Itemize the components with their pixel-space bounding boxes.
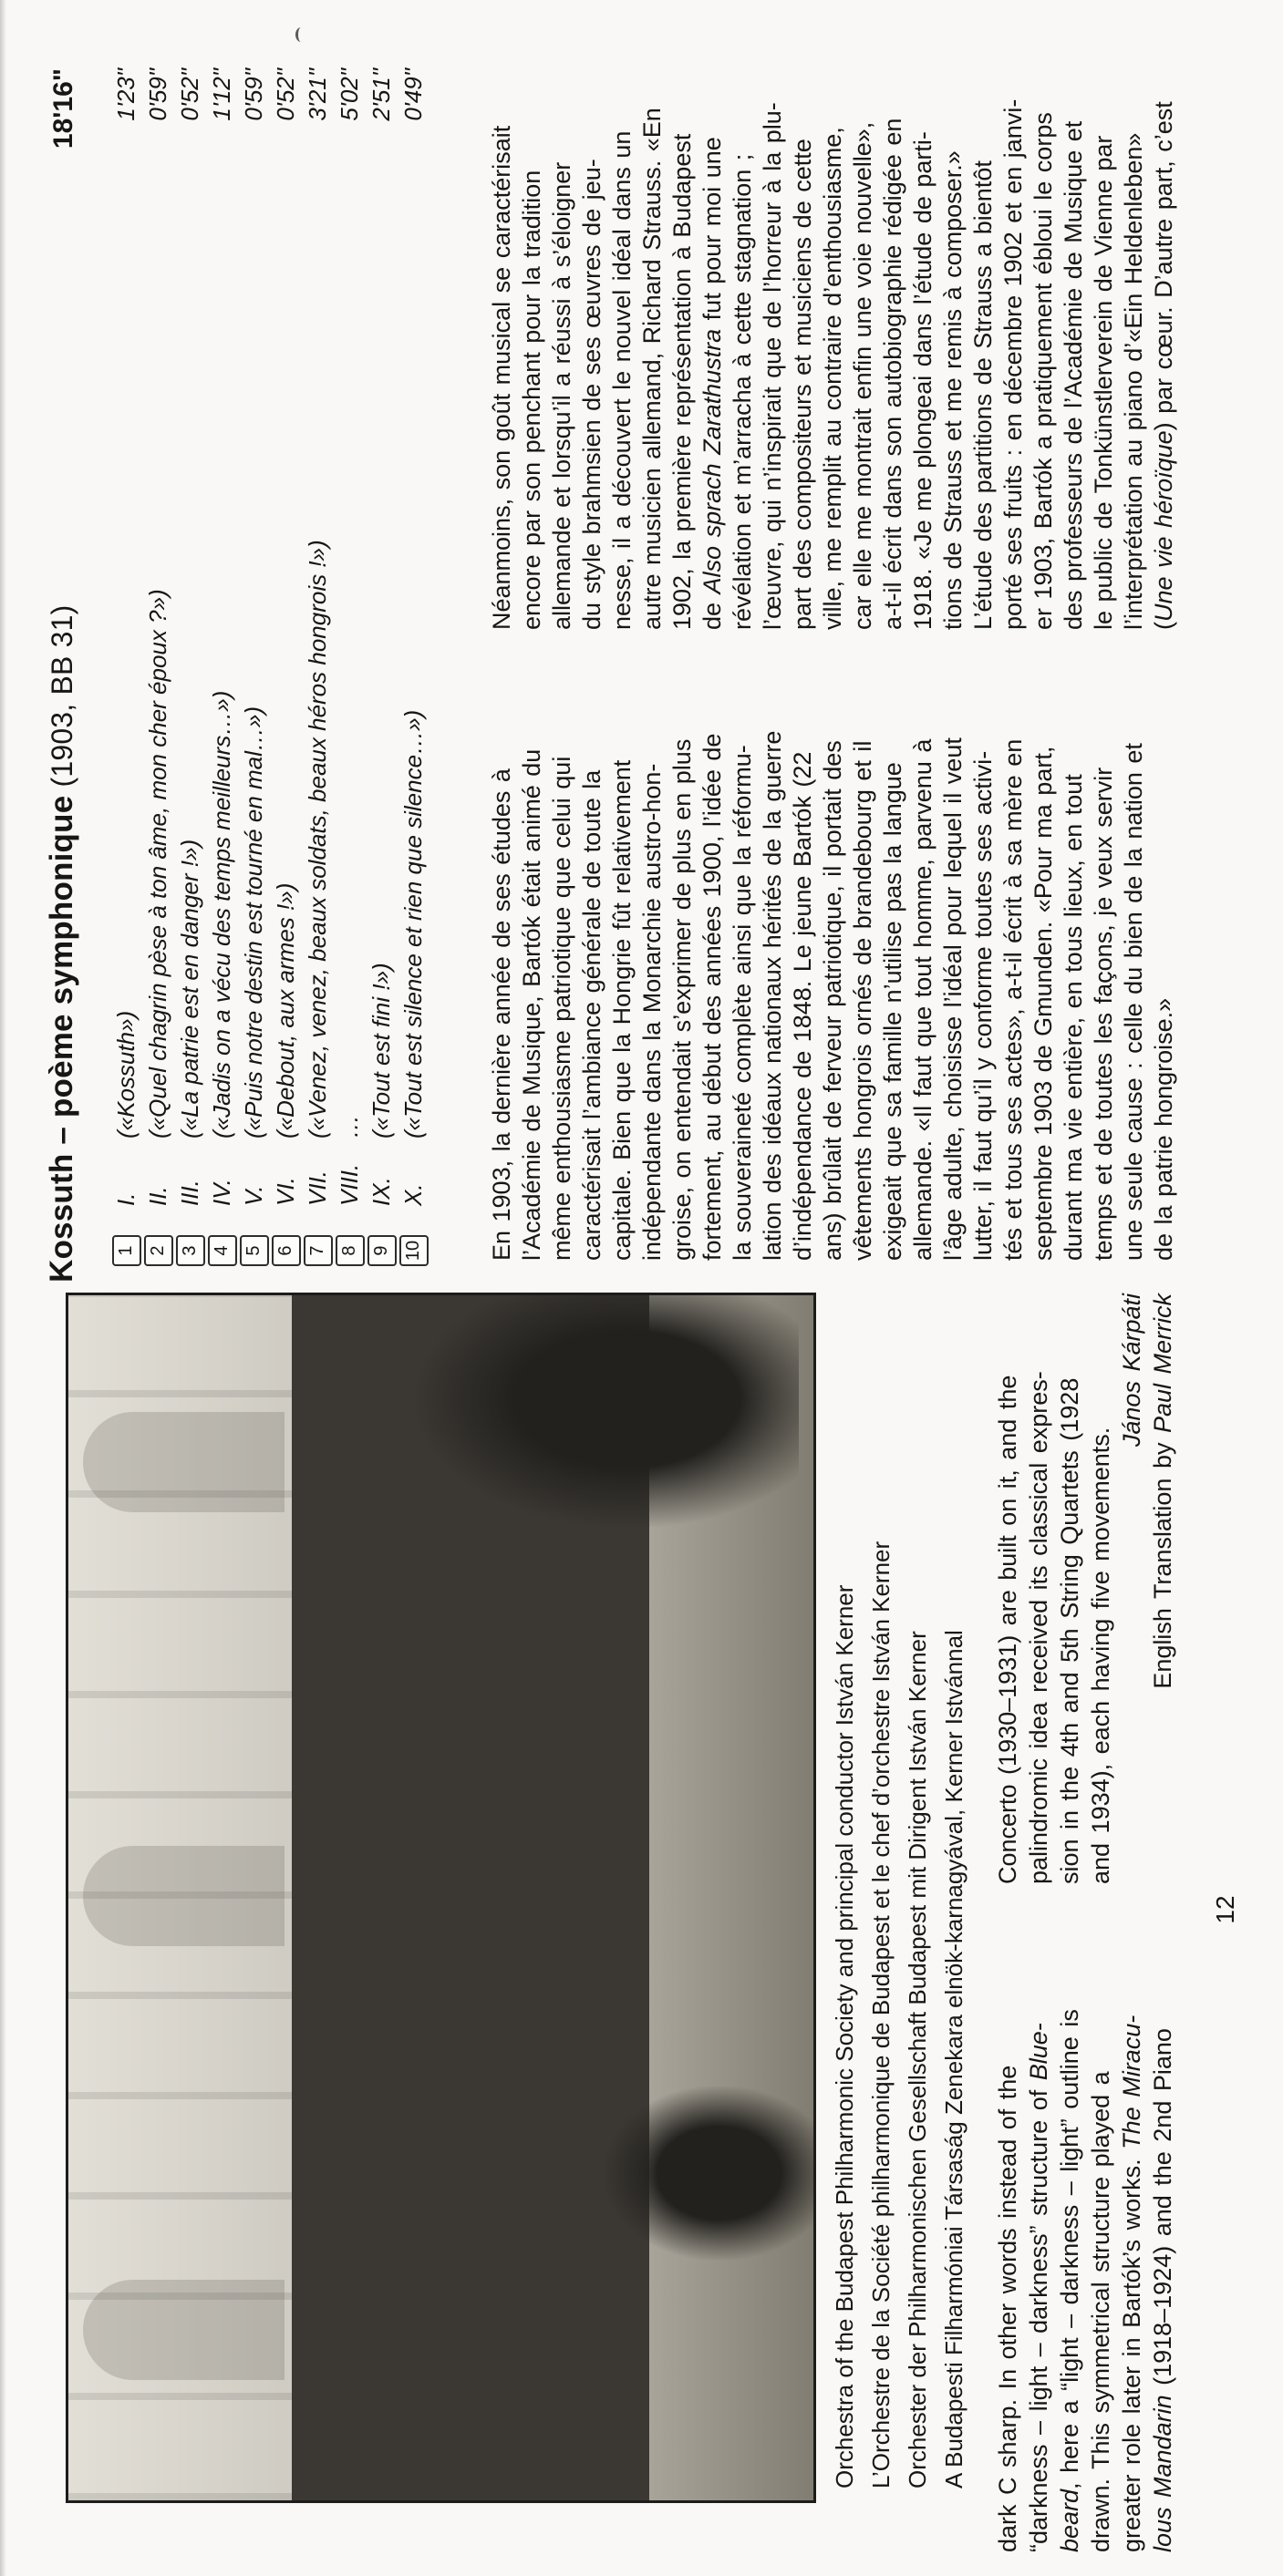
- text: des professeurs de l’Académie de Musique et: [1060, 120, 1087, 630]
- total-duration: 18'16": [48, 68, 78, 149]
- text-line: [1116, 1914, 1147, 2552]
- text: porté ses fruits : en décembre 1902 et en janvi-: [999, 98, 1027, 630]
- text: tés et tous ses actes», a-t-il écrit à sa mère en: [999, 738, 1027, 1261]
- track-numeral: II.: [144, 1186, 171, 1206]
- text-line: [728, 643, 758, 1261]
- text: palindromic idea received its classical expres-: [1025, 1371, 1052, 1884]
- track-numeral: VIII.: [336, 1163, 363, 1206]
- track-title: («Jadis on a vécu des temps meilleurs…»): [208, 690, 235, 1139]
- track-numeral: IV.: [208, 1179, 235, 1206]
- text: tions de Strauss et me remis à composer.»: [939, 150, 967, 630]
- text: nesse, il a découvert le nouvel idéal dans un: [608, 130, 636, 630]
- text: d’indépendance de 1848. Le jeune Bartók (22: [789, 751, 816, 1261]
- text-line: [1029, 28, 1059, 630]
- text-line: [908, 643, 938, 1261]
- text: (: [1150, 622, 1177, 630]
- text: le public de Tonkünstlerverein de Vienne par: [1090, 135, 1117, 630]
- photo-plant: [416, 1293, 799, 1527]
- text: caractérisait l’ambiance générale de toute la: [578, 769, 605, 1261]
- text: lation des idéaux nationaux hérités de la guerre: [759, 730, 786, 1261]
- text: lutter, il faut qu’il y conforme toutes ses activi-: [969, 750, 997, 1261]
- track-title: («Venez, venez, beaux soldats, beaux héros hongrois !»): [304, 540, 331, 1139]
- text-line: [1089, 28, 1119, 630]
- text: du style brahmsien de ses œuvres de jeu-: [578, 159, 605, 630]
- track-numeral: X.: [399, 1183, 427, 1206]
- text-line: [878, 28, 908, 630]
- text-line: [1023, 1914, 1054, 2552]
- italic-text: Une vie héroïque: [1150, 430, 1177, 622]
- text: ) par cœur. D’autre part, c’est: [1150, 101, 1177, 431]
- text-line: [788, 643, 818, 1261]
- text: English Translation by: [1149, 1433, 1176, 1689]
- text-line: [607, 643, 637, 1261]
- photo-captions: [826, 1541, 972, 2488]
- text-line: [758, 28, 788, 630]
- text-line: [1054, 1914, 1085, 2552]
- text: de la patrie hongroise.»: [1150, 997, 1177, 1261]
- text: 1918. «Je me plongeai dans l’étude de parti-: [909, 131, 936, 630]
- photo-arch: [83, 1846, 285, 1946]
- text: une seule cause : celle du bien de la nation et: [1120, 743, 1147, 1261]
- track-row: [302, 68, 334, 1266]
- track-duration: 1'23": [112, 68, 140, 121]
- italic-text: Blue-: [1025, 2023, 1052, 2081]
- track-row: [334, 68, 366, 1266]
- track-number-box: 9: [367, 1235, 397, 1266]
- track-title: …: [336, 1115, 363, 1139]
- track-duration: 0'59": [240, 68, 267, 121]
- italic-text: János Kárpáti: [1118, 1293, 1145, 1448]
- track-title: («Tout est fini !»): [367, 963, 395, 1139]
- text: la souveraineté complète ainsi que la réformu-: [729, 745, 756, 1261]
- track-list: [110, 68, 429, 1266]
- text: exigeait que sa famille n’utilise pas la langue: [879, 762, 906, 1261]
- signature-line: [1116, 1293, 1147, 1884]
- text: L’étude des partitions de Strauss a bientôt: [969, 160, 997, 630]
- text-line: [1089, 643, 1119, 1261]
- text: (1918–1924) and the 2nd Piano: [1149, 2028, 1176, 2396]
- track-number-box: 5: [240, 1235, 269, 1266]
- text: and 1934), each having five movements.: [1087, 1427, 1114, 1884]
- text: a-t-il écrit dans son autobiographie rédigée en: [879, 118, 906, 630]
- text: révélation et m’arracha à cette stagnation ;: [729, 153, 756, 630]
- text: de: [698, 593, 726, 630]
- text-line: [818, 28, 848, 630]
- work-title-line: [44, 68, 80, 1283]
- text-line: [1054, 1293, 1085, 1884]
- text-line: [1029, 643, 1059, 1261]
- track-duration: 0'52": [272, 68, 299, 121]
- text: fut pour moi une: [698, 137, 726, 329]
- track-title: («Debout, aux armes !»): [272, 882, 299, 1139]
- caption-line: Orchestra of the Budapest Philharmonic Society and principal conductor István Kerner: [831, 1584, 858, 2488]
- text: part des compositeurs et musiciens de cette: [789, 139, 816, 630]
- text-line: [667, 643, 698, 1261]
- track-number-box: 7: [304, 1235, 333, 1266]
- text-line: [547, 643, 577, 1261]
- track-numeral: I.: [112, 1192, 140, 1206]
- work-title-main: Kossuth – poème symphonique: [44, 795, 79, 1283]
- caption-line: Orchester der Philharmonischen Gesellschaft Budapest mit Dirigent István Kerner: [904, 1631, 931, 2488]
- scan-speck: [295, 27, 306, 42]
- text: , here a “light – darkness – light” outline is: [1056, 2009, 1083, 2489]
- photo-arch: [83, 2280, 285, 2380]
- text-line: [1147, 1914, 1178, 2552]
- caption-line: L’Orchestre de la Société philharmonique de Budapest et le chef d’orchestre István Kerner: [867, 1540, 895, 2488]
- text-line: [968, 643, 998, 1261]
- track-number-box: 3: [176, 1235, 205, 1266]
- text-line: [968, 28, 998, 630]
- text-line: [1059, 643, 1089, 1261]
- track-numeral: V.: [240, 1185, 267, 1206]
- text: l’œuvre, qui n’inspirait que de l’horreur à la plu-: [759, 102, 786, 630]
- text: indépendante dans la Monarchie austro-hon-: [638, 763, 666, 1261]
- text-line: [1119, 643, 1149, 1261]
- text-line: [998, 28, 1029, 630]
- track-row: [174, 68, 206, 1266]
- track-numeral: VI.: [272, 1177, 299, 1206]
- track-title: («La patrie est en danger !»): [176, 839, 203, 1139]
- track-number-box: 1: [112, 1235, 141, 1266]
- text-line: [998, 643, 1029, 1261]
- photo-arch: [83, 1412, 285, 1512]
- text-line: [908, 28, 938, 630]
- text: capitale. Bien que la Hongrie fût relativement: [608, 759, 636, 1261]
- text: autre musicien allemand, Richard Strauss. «En: [638, 108, 666, 630]
- italic-text: Also sprach Zarathustra: [698, 328, 726, 594]
- english-text-column-2: [992, 1293, 1178, 1884]
- text-line: [1149, 643, 1179, 1261]
- track-title: («Kossuth»): [112, 1010, 140, 1139]
- track-row: [110, 68, 142, 1266]
- text: “darkness – light – darkness” structure of: [1025, 2080, 1052, 2552]
- text: l’interprétation au piano d’«Ein Heldenleben»: [1120, 132, 1147, 630]
- track-row: [238, 68, 270, 1266]
- italic-text: The Miracu-: [1118, 2014, 1145, 2149]
- caption-line: A Budapesti Filharmóniai Társaság Zenekara elnök-karnagyával, Kerner Istvánnal: [940, 1630, 967, 2488]
- track-number-box: 10: [399, 1235, 429, 1266]
- track-title: («Puis notre destin est tourné en mal…»): [240, 706, 267, 1139]
- text-line: [992, 1914, 1023, 2552]
- text-line: [577, 643, 607, 1261]
- text: drawn. This symmetrical structure played a: [1087, 2071, 1114, 2552]
- text: temps et de toutes les façons, je veux servir: [1090, 767, 1117, 1261]
- text-line: [517, 28, 547, 630]
- track-row: [398, 68, 429, 1266]
- track-duration: 0'59": [144, 68, 171, 121]
- track-numeral: IX.: [367, 1177, 395, 1206]
- track-row: [206, 68, 238, 1266]
- text: vêtements hongrois ornés de brandebourg et il: [849, 740, 876, 1261]
- text-line: [818, 643, 848, 1261]
- text-line: [878, 643, 908, 1261]
- text: durant ma vie entière, en tous lieux, en tout: [1060, 774, 1087, 1261]
- text-line: [667, 28, 698, 630]
- text-line: [938, 28, 968, 630]
- orchestra-photo: [66, 1293, 816, 2503]
- track-duration: 0'49": [399, 68, 427, 121]
- track-duration: 2'51": [367, 68, 395, 121]
- french-text-column-2: [487, 28, 1179, 630]
- track-row: [366, 68, 398, 1266]
- text: Concerto (1930–1931) are built on it, and the: [994, 1375, 1021, 1884]
- english-text-column-1: [992, 1914, 1178, 2552]
- text-line: [848, 643, 878, 1261]
- track-number-box: 6: [272, 1235, 301, 1266]
- text-line: [607, 28, 637, 630]
- signature-line: [1147, 1293, 1178, 1884]
- text: Néanmoins, son goût musical se caractérisait: [488, 125, 515, 630]
- text-line: [577, 28, 607, 630]
- text: dark C sharp. In other words instead of the: [994, 2065, 1021, 2552]
- text-line: [698, 643, 728, 1261]
- text: car elle me montrait enfin une voie nouvelle»,: [849, 121, 876, 630]
- text: sion in the 4th and 5th String Quartets (1928: [1056, 1377, 1083, 1884]
- track-number-box: 2: [144, 1235, 173, 1266]
- page-12: [0, 1288, 1283, 2576]
- text: allemande. «Il faut que tout homme, parvenu à: [909, 738, 936, 1261]
- text-line: [1149, 28, 1179, 630]
- text-line: [758, 643, 788, 1261]
- text-line: [788, 28, 818, 630]
- italic-text: Paul Merrick: [1149, 1293, 1176, 1434]
- text-line: [1059, 28, 1089, 630]
- text-line: [1085, 1293, 1116, 1884]
- work-title: [44, 604, 80, 1283]
- text: l’âge adulte, choisisse l’idéal pour lequel il veut: [939, 737, 967, 1261]
- italic-text: lous Mandarin: [1149, 2395, 1176, 2552]
- text: ans) brûlait de ferveur patriotique, il portait des: [819, 740, 846, 1261]
- text-line: [848, 28, 878, 630]
- text-line: [637, 28, 667, 630]
- text: encore par son penchant pour la tradition: [518, 170, 545, 630]
- text-line: [517, 643, 547, 1261]
- text-line: [938, 643, 968, 1261]
- photo-plant: [604, 2087, 813, 2260]
- track-title: («Quel chagrin pèse à ton âme, mon cher époux ?»): [144, 589, 171, 1139]
- text-line: [487, 643, 517, 1261]
- french-text-column-1: [487, 643, 1179, 1261]
- track-numeral: III.: [176, 1180, 203, 1206]
- work-title-suffix: (1903, BB 31): [46, 604, 78, 796]
- text-line: [487, 28, 517, 630]
- text: allemande et lorsqu’il a réussi à s’éloigner: [548, 161, 575, 630]
- text: même enthousiasme patriotique que celui qui: [548, 756, 575, 1261]
- text-line: [698, 28, 728, 630]
- text-line: [547, 28, 577, 630]
- text: ville, me remplit au contraire d’enthousiasme,: [819, 127, 846, 630]
- text: fortement, au début des années 1900, l’idée de: [698, 733, 726, 1261]
- text-line: [1085, 1914, 1116, 2552]
- page-number-12: 12: [1211, 1895, 1239, 1924]
- text: 1902, la première représentation à Budapest: [668, 133, 696, 630]
- track-duration: 0'52": [176, 68, 203, 121]
- track-row: [270, 68, 302, 1266]
- text: er 1903, Bartók a pratiquement ébloui le corps: [1030, 112, 1057, 630]
- track-number-box: 4: [208, 1235, 237, 1266]
- text: greater role later in Bartók’s works.: [1118, 2148, 1145, 2552]
- track-numeral: VII.: [304, 1170, 331, 1206]
- text: En 1903, la dernière année de ses études à: [488, 768, 515, 1261]
- italic-text: beard: [1056, 2488, 1083, 2552]
- text-line: [1023, 1293, 1054, 1884]
- track-row: [142, 68, 174, 1266]
- track-duration: 1'12": [208, 68, 235, 121]
- text: groise, on entendait s’exprimer de plus en plus: [668, 738, 696, 1261]
- text-line: [728, 28, 758, 630]
- text: l’Académie de Musique, Bartók était animé du: [518, 748, 545, 1261]
- track-title: («Tout est silence et rien que silence…»): [399, 709, 427, 1139]
- text-line: [637, 643, 667, 1261]
- text: septembre 1903 de Gmunden. «Pour ma part,: [1030, 746, 1057, 1261]
- text-line: [1119, 28, 1149, 630]
- text-line: [992, 1293, 1023, 1884]
- track-duration: 3'21": [304, 68, 331, 121]
- track-number-box: 8: [336, 1235, 365, 1266]
- track-duration: 5'02": [336, 68, 363, 121]
